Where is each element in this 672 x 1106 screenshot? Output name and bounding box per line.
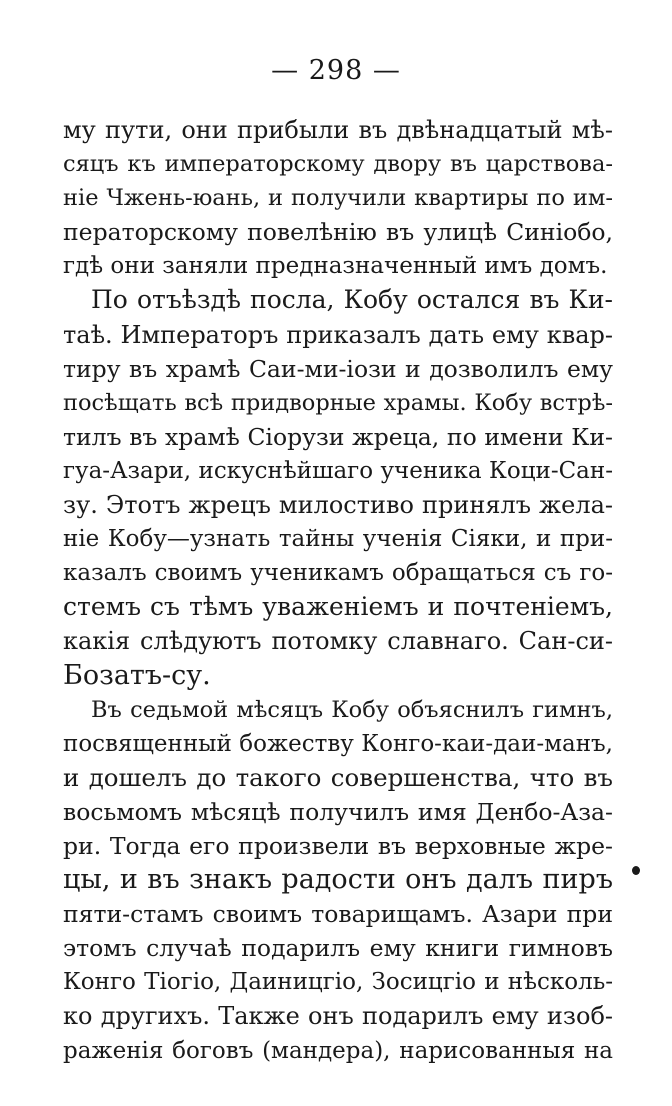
text-line: ко другихъ. Также онъ подарилъ ему изоб- [63, 1002, 613, 1031]
margin-ink-dot [632, 866, 640, 875]
text-line: восьмомъ мѣсяцѣ получилъ имя Денбо-Аза- [63, 797, 613, 826]
text-line: ніе Кобу—узнать тайны ученія Сіяки, и при- [63, 526, 613, 553]
text-line: цы, и въ знакъ радости онъ далъ пиръ [63, 864, 613, 896]
text-line: какія слѣдуютъ потомку славнаго. Сан-си- [63, 627, 613, 656]
text-line: казалъ своимъ ученикамъ обращаться съ го- [63, 560, 613, 587]
text-line: стемъ съ тѣмъ уваженіемъ и почтеніемъ, [63, 592, 613, 622]
text-line: и дошелъ до такого совершенства, что въ [63, 762, 613, 792]
text-line: пяти-стамъ своимъ товарищамъ. Азари при [63, 900, 613, 929]
text-line: ри. Тогда его произвели въ верховные жре- [63, 831, 613, 860]
page-number: — 298 — [271, 55, 401, 86]
text-line: посвященный божеству Конго-каи-даи-манъ, [63, 730, 613, 757]
text-line: тиру въ храмѣ Саи-ми-іози и дозволилъ ему [63, 354, 613, 383]
body-text [63, 113, 613, 1068]
text-line: зу. Этотъ жрецъ милостиво принялъ жела- [63, 491, 613, 520]
text-line: ніе Чжень-юань, и получили квартиры по им- [63, 185, 613, 212]
text-line: тилъ въ храмѣ Сіорузи жреца, по имени Ки- [63, 422, 613, 451]
text-line: Бозатъ-су. [63, 659, 211, 691]
text-line: сяцъ къ императорскому двору въ царствова- [63, 151, 613, 178]
text-line: таѣ. Императоръ приказалъ дать ему квар- [63, 320, 613, 349]
text-line: По отъѣздѣ посла, Кобу остался въ Ки- [91, 285, 613, 315]
text-line: этомъ случаѣ подарилъ ему книги гимновъ [63, 934, 613, 963]
text-line: раженія боговъ (мандера), нарисованныя на [63, 1037, 613, 1064]
text-line: гдѣ они заняли предназначенный имъ домъ. [63, 253, 608, 280]
text-line: му пути, они прибыли въ двѣнадцатый мѣ- [63, 116, 613, 144]
text-line: гуа-Азари, искуснѣйшаго ученика Коци-Сан- [63, 457, 613, 484]
text-line: посѣщать всѣ придворные храмы. Кобу встрѣ- [63, 389, 613, 416]
text-line: ператорскому повелѣнію въ улицѣ Синіобо, [63, 218, 613, 247]
text-line: Конго Тіогіо, Даиницгіо, Зосицгіо и нѣсколь- [63, 969, 613, 996]
text-line: Въ седьмой мѣсяцъ Кобу объяснилъ гимнъ, [91, 696, 613, 723]
